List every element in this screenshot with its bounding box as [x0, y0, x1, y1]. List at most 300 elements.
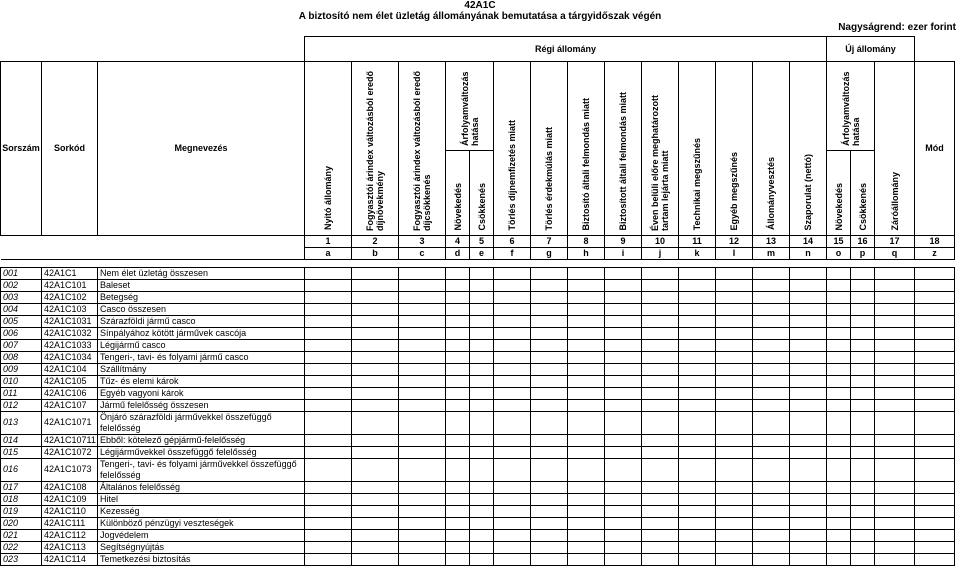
value-cell[interactable]: [716, 446, 753, 458]
value-cell[interactable]: [305, 493, 352, 505]
value-cell[interactable]: [915, 387, 955, 399]
value-cell[interactable]: [399, 411, 446, 434]
value-cell[interactable]: [827, 411, 851, 434]
value-cell[interactable]: [399, 541, 446, 553]
value-cell[interactable]: [716, 517, 753, 529]
value-cell[interactable]: [716, 541, 753, 553]
value-cell[interactable]: [494, 387, 531, 399]
value-cell[interactable]: [352, 363, 399, 375]
value-cell[interactable]: [446, 434, 470, 446]
value-cell[interactable]: [851, 267, 875, 279]
value-cell[interactable]: [790, 493, 827, 505]
value-cell[interactable]: [531, 458, 568, 481]
value-cell[interactable]: [915, 351, 955, 363]
value-cell[interactable]: [875, 267, 915, 279]
value-cell[interactable]: [352, 553, 399, 565]
value-cell[interactable]: [305, 363, 352, 375]
value-cell[interactable]: [716, 267, 753, 279]
value-cell[interactable]: [790, 387, 827, 399]
value-cell[interactable]: [568, 363, 605, 375]
value-cell[interactable]: [399, 553, 446, 565]
value-cell[interactable]: [305, 291, 352, 303]
value-cell[interactable]: [605, 541, 642, 553]
value-cell[interactable]: [305, 505, 352, 517]
value-cell[interactable]: [915, 399, 955, 411]
value-cell[interactable]: [399, 315, 446, 327]
value-cell[interactable]: [679, 458, 716, 481]
value-cell[interactable]: [790, 351, 827, 363]
value-cell[interactable]: [716, 553, 753, 565]
value-cell[interactable]: [494, 363, 531, 375]
value-cell[interactable]: [305, 458, 352, 481]
value-cell[interactable]: [753, 434, 790, 446]
value-cell[interactable]: [446, 315, 470, 327]
value-cell[interactable]: [494, 291, 531, 303]
value-cell[interactable]: [470, 446, 494, 458]
value-cell[interactable]: [568, 481, 605, 493]
value-cell[interactable]: [716, 363, 753, 375]
value-cell[interactable]: [605, 339, 642, 351]
value-cell[interactable]: [531, 327, 568, 339]
value-cell[interactable]: [494, 434, 531, 446]
value-cell[interactable]: [827, 481, 851, 493]
value-cell[interactable]: [753, 399, 790, 411]
value-cell[interactable]: [605, 363, 642, 375]
value-cell[interactable]: [679, 446, 716, 458]
value-cell[interactable]: [399, 303, 446, 315]
value-cell[interactable]: [642, 339, 679, 351]
value-cell[interactable]: [827, 387, 851, 399]
value-cell[interactable]: [679, 339, 716, 351]
value-cell[interactable]: [915, 481, 955, 493]
value-cell[interactable]: [827, 517, 851, 529]
value-cell[interactable]: [352, 327, 399, 339]
value-cell[interactable]: [352, 493, 399, 505]
value-cell[interactable]: [875, 303, 915, 315]
value-cell[interactable]: [679, 434, 716, 446]
value-cell[interactable]: [446, 541, 470, 553]
value-cell[interactable]: [827, 529, 851, 541]
value-cell[interactable]: [915, 505, 955, 517]
value-cell[interactable]: [305, 315, 352, 327]
value-cell[interactable]: [679, 291, 716, 303]
value-cell[interactable]: [915, 375, 955, 387]
value-cell[interactable]: [470, 529, 494, 541]
value-cell[interactable]: [915, 291, 955, 303]
value-cell[interactable]: [568, 315, 605, 327]
value-cell[interactable]: [851, 529, 875, 541]
value-cell[interactable]: [851, 387, 875, 399]
value-cell[interactable]: [305, 411, 352, 434]
value-cell[interactable]: [915, 434, 955, 446]
value-cell[interactable]: [399, 279, 446, 291]
value-cell[interactable]: [875, 399, 915, 411]
value-cell[interactable]: [605, 387, 642, 399]
value-cell[interactable]: [605, 517, 642, 529]
value-cell[interactable]: [753, 303, 790, 315]
value-cell[interactable]: [568, 351, 605, 363]
value-cell[interactable]: [605, 375, 642, 387]
value-cell[interactable]: [568, 553, 605, 565]
value-cell[interactable]: [827, 553, 851, 565]
value-cell[interactable]: [851, 327, 875, 339]
value-cell[interactable]: [399, 481, 446, 493]
value-cell[interactable]: [531, 267, 568, 279]
value-cell[interactable]: [352, 351, 399, 363]
value-cell[interactable]: [679, 411, 716, 434]
value-cell[interactable]: [305, 375, 352, 387]
value-cell[interactable]: [716, 279, 753, 291]
value-cell[interactable]: [305, 339, 352, 351]
value-cell[interactable]: [605, 351, 642, 363]
value-cell[interactable]: [753, 279, 790, 291]
value-cell[interactable]: [568, 291, 605, 303]
value-cell[interactable]: [399, 339, 446, 351]
value-cell[interactable]: [352, 505, 399, 517]
value-cell[interactable]: [851, 291, 875, 303]
value-cell[interactable]: [642, 553, 679, 565]
value-cell[interactable]: [531, 399, 568, 411]
value-cell[interactable]: [753, 375, 790, 387]
value-cell[interactable]: [568, 267, 605, 279]
value-cell[interactable]: [605, 291, 642, 303]
value-cell[interactable]: [875, 351, 915, 363]
value-cell[interactable]: [568, 399, 605, 411]
value-cell[interactable]: [851, 493, 875, 505]
value-cell[interactable]: [716, 493, 753, 505]
value-cell[interactable]: [827, 363, 851, 375]
value-cell[interactable]: [753, 387, 790, 399]
value-cell[interactable]: [446, 267, 470, 279]
value-cell[interactable]: [494, 541, 531, 553]
value-cell[interactable]: [875, 279, 915, 291]
value-cell[interactable]: [851, 505, 875, 517]
value-cell[interactable]: [790, 315, 827, 327]
value-cell[interactable]: [399, 505, 446, 517]
value-cell[interactable]: [851, 411, 875, 434]
value-cell[interactable]: [352, 387, 399, 399]
value-cell[interactable]: [915, 267, 955, 279]
value-cell[interactable]: [753, 315, 790, 327]
value-cell[interactable]: [531, 481, 568, 493]
value-cell[interactable]: [605, 458, 642, 481]
value-cell[interactable]: [790, 411, 827, 434]
value-cell[interactable]: [531, 375, 568, 387]
value-cell[interactable]: [716, 303, 753, 315]
value-cell[interactable]: [875, 411, 915, 434]
value-cell[interactable]: [446, 339, 470, 351]
value-cell[interactable]: [642, 458, 679, 481]
value-cell[interactable]: [305, 387, 352, 399]
value-cell[interactable]: [790, 327, 827, 339]
value-cell[interactable]: [352, 529, 399, 541]
value-cell[interactable]: [494, 458, 531, 481]
value-cell[interactable]: [875, 493, 915, 505]
value-cell[interactable]: [851, 399, 875, 411]
value-cell[interactable]: [470, 481, 494, 493]
value-cell[interactable]: [642, 517, 679, 529]
value-cell[interactable]: [399, 387, 446, 399]
value-cell[interactable]: [753, 553, 790, 565]
value-cell[interactable]: [494, 411, 531, 434]
value-cell[interactable]: [494, 529, 531, 541]
value-cell[interactable]: [716, 375, 753, 387]
value-cell[interactable]: [790, 541, 827, 553]
value-cell[interactable]: [915, 363, 955, 375]
value-cell[interactable]: [827, 339, 851, 351]
value-cell[interactable]: [753, 291, 790, 303]
value-cell[interactable]: [352, 279, 399, 291]
value-cell[interactable]: [875, 505, 915, 517]
value-cell[interactable]: [642, 327, 679, 339]
value-cell[interactable]: [531, 291, 568, 303]
value-cell[interactable]: [679, 387, 716, 399]
value-cell[interactable]: [827, 291, 851, 303]
value-cell[interactable]: [915, 541, 955, 553]
value-cell[interactable]: [352, 434, 399, 446]
value-cell[interactable]: [790, 279, 827, 291]
value-cell[interactable]: [531, 541, 568, 553]
value-cell[interactable]: [446, 387, 470, 399]
value-cell[interactable]: [470, 339, 494, 351]
value-cell[interactable]: [790, 505, 827, 517]
value-cell[interactable]: [470, 458, 494, 481]
value-cell[interactable]: [605, 529, 642, 541]
value-cell[interactable]: [305, 446, 352, 458]
value-cell[interactable]: [568, 375, 605, 387]
value-cell[interactable]: [494, 327, 531, 339]
value-cell[interactable]: [352, 375, 399, 387]
value-cell[interactable]: [531, 303, 568, 315]
value-cell[interactable]: [915, 411, 955, 434]
value-cell[interactable]: [827, 458, 851, 481]
value-cell[interactable]: [446, 446, 470, 458]
value-cell[interactable]: [753, 517, 790, 529]
value-cell[interactable]: [399, 493, 446, 505]
value-cell[interactable]: [568, 517, 605, 529]
value-cell[interactable]: [399, 375, 446, 387]
value-cell[interactable]: [470, 267, 494, 279]
value-cell[interactable]: [827, 315, 851, 327]
value-cell[interactable]: [305, 434, 352, 446]
value-cell[interactable]: [531, 517, 568, 529]
value-cell[interactable]: [875, 434, 915, 446]
value-cell[interactable]: [446, 505, 470, 517]
value-cell[interactable]: [605, 446, 642, 458]
value-cell[interactable]: [790, 399, 827, 411]
value-cell[interactable]: [679, 505, 716, 517]
value-cell[interactable]: [446, 493, 470, 505]
value-cell[interactable]: [790, 291, 827, 303]
value-cell[interactable]: [352, 411, 399, 434]
value-cell[interactable]: [399, 399, 446, 411]
value-cell[interactable]: [568, 505, 605, 517]
value-cell[interactable]: [568, 434, 605, 446]
value-cell[interactable]: [642, 267, 679, 279]
value-cell[interactable]: [568, 303, 605, 315]
value-cell[interactable]: [790, 458, 827, 481]
value-cell[interactable]: [470, 363, 494, 375]
value-cell[interactable]: [446, 529, 470, 541]
value-cell[interactable]: [827, 303, 851, 315]
value-cell[interactable]: [352, 446, 399, 458]
value-cell[interactable]: [679, 493, 716, 505]
value-cell[interactable]: [875, 387, 915, 399]
value-cell[interactable]: [642, 505, 679, 517]
value-cell[interactable]: [399, 446, 446, 458]
value-cell[interactable]: [753, 327, 790, 339]
value-cell[interactable]: [470, 553, 494, 565]
value-cell[interactable]: [399, 434, 446, 446]
value-cell[interactable]: [915, 327, 955, 339]
value-cell[interactable]: [642, 315, 679, 327]
value-cell[interactable]: [679, 327, 716, 339]
value-cell[interactable]: [642, 434, 679, 446]
value-cell[interactable]: [470, 505, 494, 517]
value-cell[interactable]: [568, 411, 605, 434]
value-cell[interactable]: [568, 279, 605, 291]
value-cell[interactable]: [790, 303, 827, 315]
value-cell[interactable]: [753, 267, 790, 279]
value-cell[interactable]: [753, 363, 790, 375]
value-cell[interactable]: [875, 363, 915, 375]
value-cell[interactable]: [446, 458, 470, 481]
value-cell[interactable]: [875, 458, 915, 481]
value-cell[interactable]: [753, 529, 790, 541]
value-cell[interactable]: [352, 458, 399, 481]
value-cell[interactable]: [642, 303, 679, 315]
value-cell[interactable]: [494, 339, 531, 351]
value-cell[interactable]: [531, 493, 568, 505]
value-cell[interactable]: [470, 411, 494, 434]
value-cell[interactable]: [642, 375, 679, 387]
value-cell[interactable]: [790, 529, 827, 541]
value-cell[interactable]: [716, 411, 753, 434]
value-cell[interactable]: [679, 351, 716, 363]
value-cell[interactable]: [399, 267, 446, 279]
value-cell[interactable]: [790, 339, 827, 351]
value-cell[interactable]: [642, 411, 679, 434]
value-cell[interactable]: [568, 541, 605, 553]
value-cell[interactable]: [642, 541, 679, 553]
value-cell[interactable]: [851, 315, 875, 327]
value-cell[interactable]: [827, 399, 851, 411]
value-cell[interactable]: [470, 291, 494, 303]
value-cell[interactable]: [568, 458, 605, 481]
value-cell[interactable]: [716, 529, 753, 541]
value-cell[interactable]: [827, 434, 851, 446]
value-cell[interactable]: [531, 529, 568, 541]
value-cell[interactable]: [446, 327, 470, 339]
value-cell[interactable]: [446, 517, 470, 529]
value-cell[interactable]: [915, 493, 955, 505]
value-cell[interactable]: [679, 529, 716, 541]
value-cell[interactable]: [305, 541, 352, 553]
value-cell[interactable]: [446, 411, 470, 434]
value-cell[interactable]: [305, 351, 352, 363]
value-cell[interactable]: [605, 279, 642, 291]
value-cell[interactable]: [827, 351, 851, 363]
value-cell[interactable]: [446, 363, 470, 375]
value-cell[interactable]: [915, 303, 955, 315]
value-cell[interactable]: [827, 541, 851, 553]
value-cell[interactable]: [352, 517, 399, 529]
value-cell[interactable]: [605, 315, 642, 327]
value-cell[interactable]: [716, 387, 753, 399]
value-cell[interactable]: [605, 411, 642, 434]
value-cell[interactable]: [915, 279, 955, 291]
value-cell[interactable]: [875, 541, 915, 553]
value-cell[interactable]: [679, 399, 716, 411]
value-cell[interactable]: [790, 553, 827, 565]
value-cell[interactable]: [716, 458, 753, 481]
value-cell[interactable]: [753, 446, 790, 458]
value-cell[interactable]: [531, 434, 568, 446]
value-cell[interactable]: [494, 267, 531, 279]
value-cell[interactable]: [605, 327, 642, 339]
value-cell[interactable]: [915, 517, 955, 529]
value-cell[interactable]: [605, 399, 642, 411]
value-cell[interactable]: [494, 505, 531, 517]
value-cell[interactable]: [470, 493, 494, 505]
value-cell[interactable]: [790, 375, 827, 387]
value-cell[interactable]: [679, 481, 716, 493]
value-cell[interactable]: [642, 279, 679, 291]
value-cell[interactable]: [470, 375, 494, 387]
value-cell[interactable]: [716, 339, 753, 351]
value-cell[interactable]: [470, 351, 494, 363]
value-cell[interactable]: [531, 553, 568, 565]
value-cell[interactable]: [305, 553, 352, 565]
value-cell[interactable]: [446, 399, 470, 411]
value-cell[interactable]: [851, 446, 875, 458]
value-cell[interactable]: [446, 481, 470, 493]
value-cell[interactable]: [827, 446, 851, 458]
value-cell[interactable]: [875, 446, 915, 458]
value-cell[interactable]: [851, 351, 875, 363]
value-cell[interactable]: [915, 339, 955, 351]
value-cell[interactable]: [605, 481, 642, 493]
value-cell[interactable]: [470, 303, 494, 315]
value-cell[interactable]: [568, 529, 605, 541]
value-cell[interactable]: [470, 517, 494, 529]
value-cell[interactable]: [716, 315, 753, 327]
value-cell[interactable]: [716, 399, 753, 411]
value-cell[interactable]: [679, 267, 716, 279]
value-cell[interactable]: [446, 279, 470, 291]
value-cell[interactable]: [851, 458, 875, 481]
value-cell[interactable]: [352, 315, 399, 327]
value-cell[interactable]: [790, 481, 827, 493]
value-cell[interactable]: [915, 529, 955, 541]
value-cell[interactable]: [305, 303, 352, 315]
value-cell[interactable]: [851, 279, 875, 291]
value-cell[interactable]: [470, 327, 494, 339]
value-cell[interactable]: [753, 493, 790, 505]
value-cell[interactable]: [679, 541, 716, 553]
value-cell[interactable]: [352, 267, 399, 279]
value-cell[interactable]: [642, 363, 679, 375]
value-cell[interactable]: [352, 541, 399, 553]
value-cell[interactable]: [851, 363, 875, 375]
value-cell[interactable]: [679, 363, 716, 375]
value-cell[interactable]: [642, 351, 679, 363]
value-cell[interactable]: [494, 315, 531, 327]
value-cell[interactable]: [851, 481, 875, 493]
value-cell[interactable]: [642, 399, 679, 411]
value-cell[interactable]: [605, 434, 642, 446]
value-cell[interactable]: [470, 434, 494, 446]
